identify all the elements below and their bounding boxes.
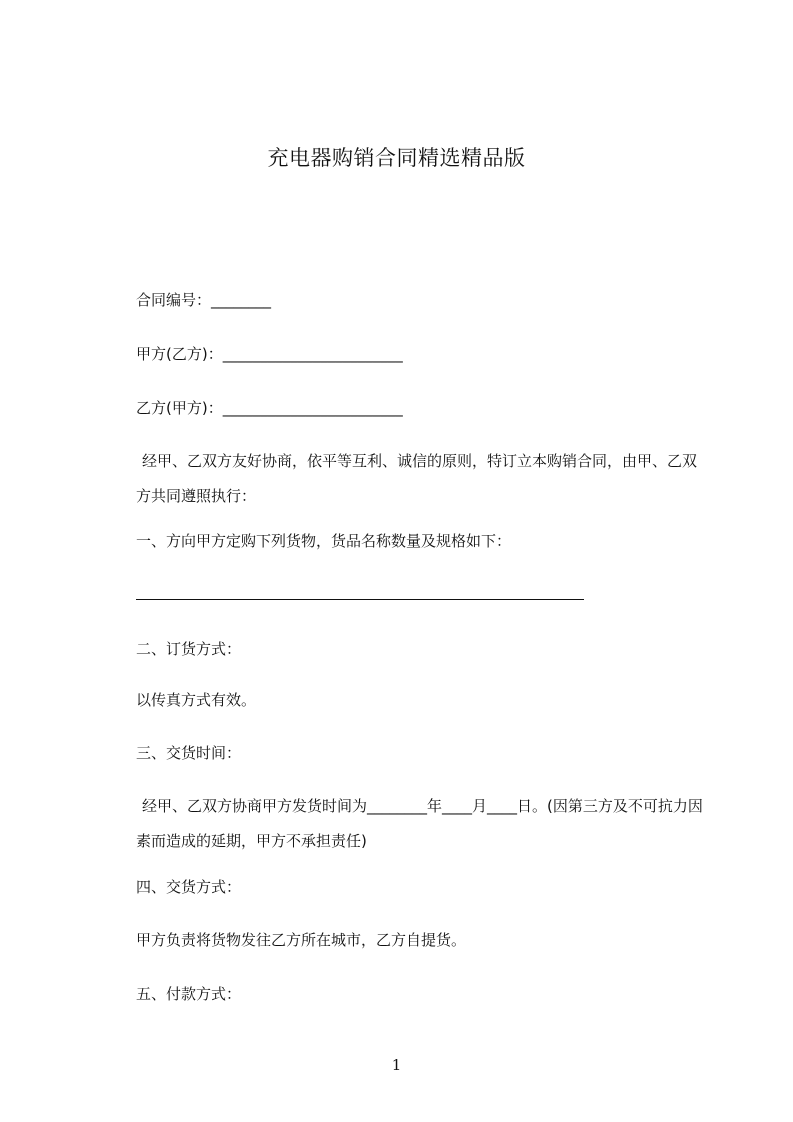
contract-number-label: 合同编号： [136,291,212,309]
party-b-blank: ________________________ [222,399,403,417]
section-2-heading: 二、订货方式： [136,640,242,658]
party-b-line [136,398,403,418]
section-1-blank-text [136,584,584,604]
contract-number-line [136,290,271,310]
section-3-text: 经甲、乙双方协商甲方发货时间为________年____月____日。(因第三方及不可抗力因素而造成的延期，甲方不承担责任) [136,797,703,850]
goods-spec-blank-line [136,599,584,600]
intro-paragraph: 经甲、乙双方友好协商，依平等互利、诚信的原则，特订立本购销合同，由甲、乙双方共同遵照执行： [136,452,698,505]
party-a-blank: ________________________ [222,345,403,363]
section-1-heading: 一、方向甲方定购下列货物，货品名称数量及规格如下： [136,532,512,550]
party-b-label: 乙方(甲方)： [136,399,223,417]
section-4-heading: 四、交货方式： [136,878,242,896]
document-title: 充电器购销合同精选精品版 [267,146,526,170]
section-3-heading: 三、交货时间： [136,744,242,762]
section-5-heading: 五、付款方式： [136,985,242,1003]
section-4-text: 甲方负责将货物发往乙方所在城市，乙方自提货。 [136,931,467,949]
party-a-line [136,344,403,364]
page-number: 1 [391,1056,402,1074]
section-2-text: 以传真方式有效。 [136,691,257,709]
contract-number-blank: ________ [211,291,272,309]
party-a-label: 甲方(乙方)： [136,345,223,363]
